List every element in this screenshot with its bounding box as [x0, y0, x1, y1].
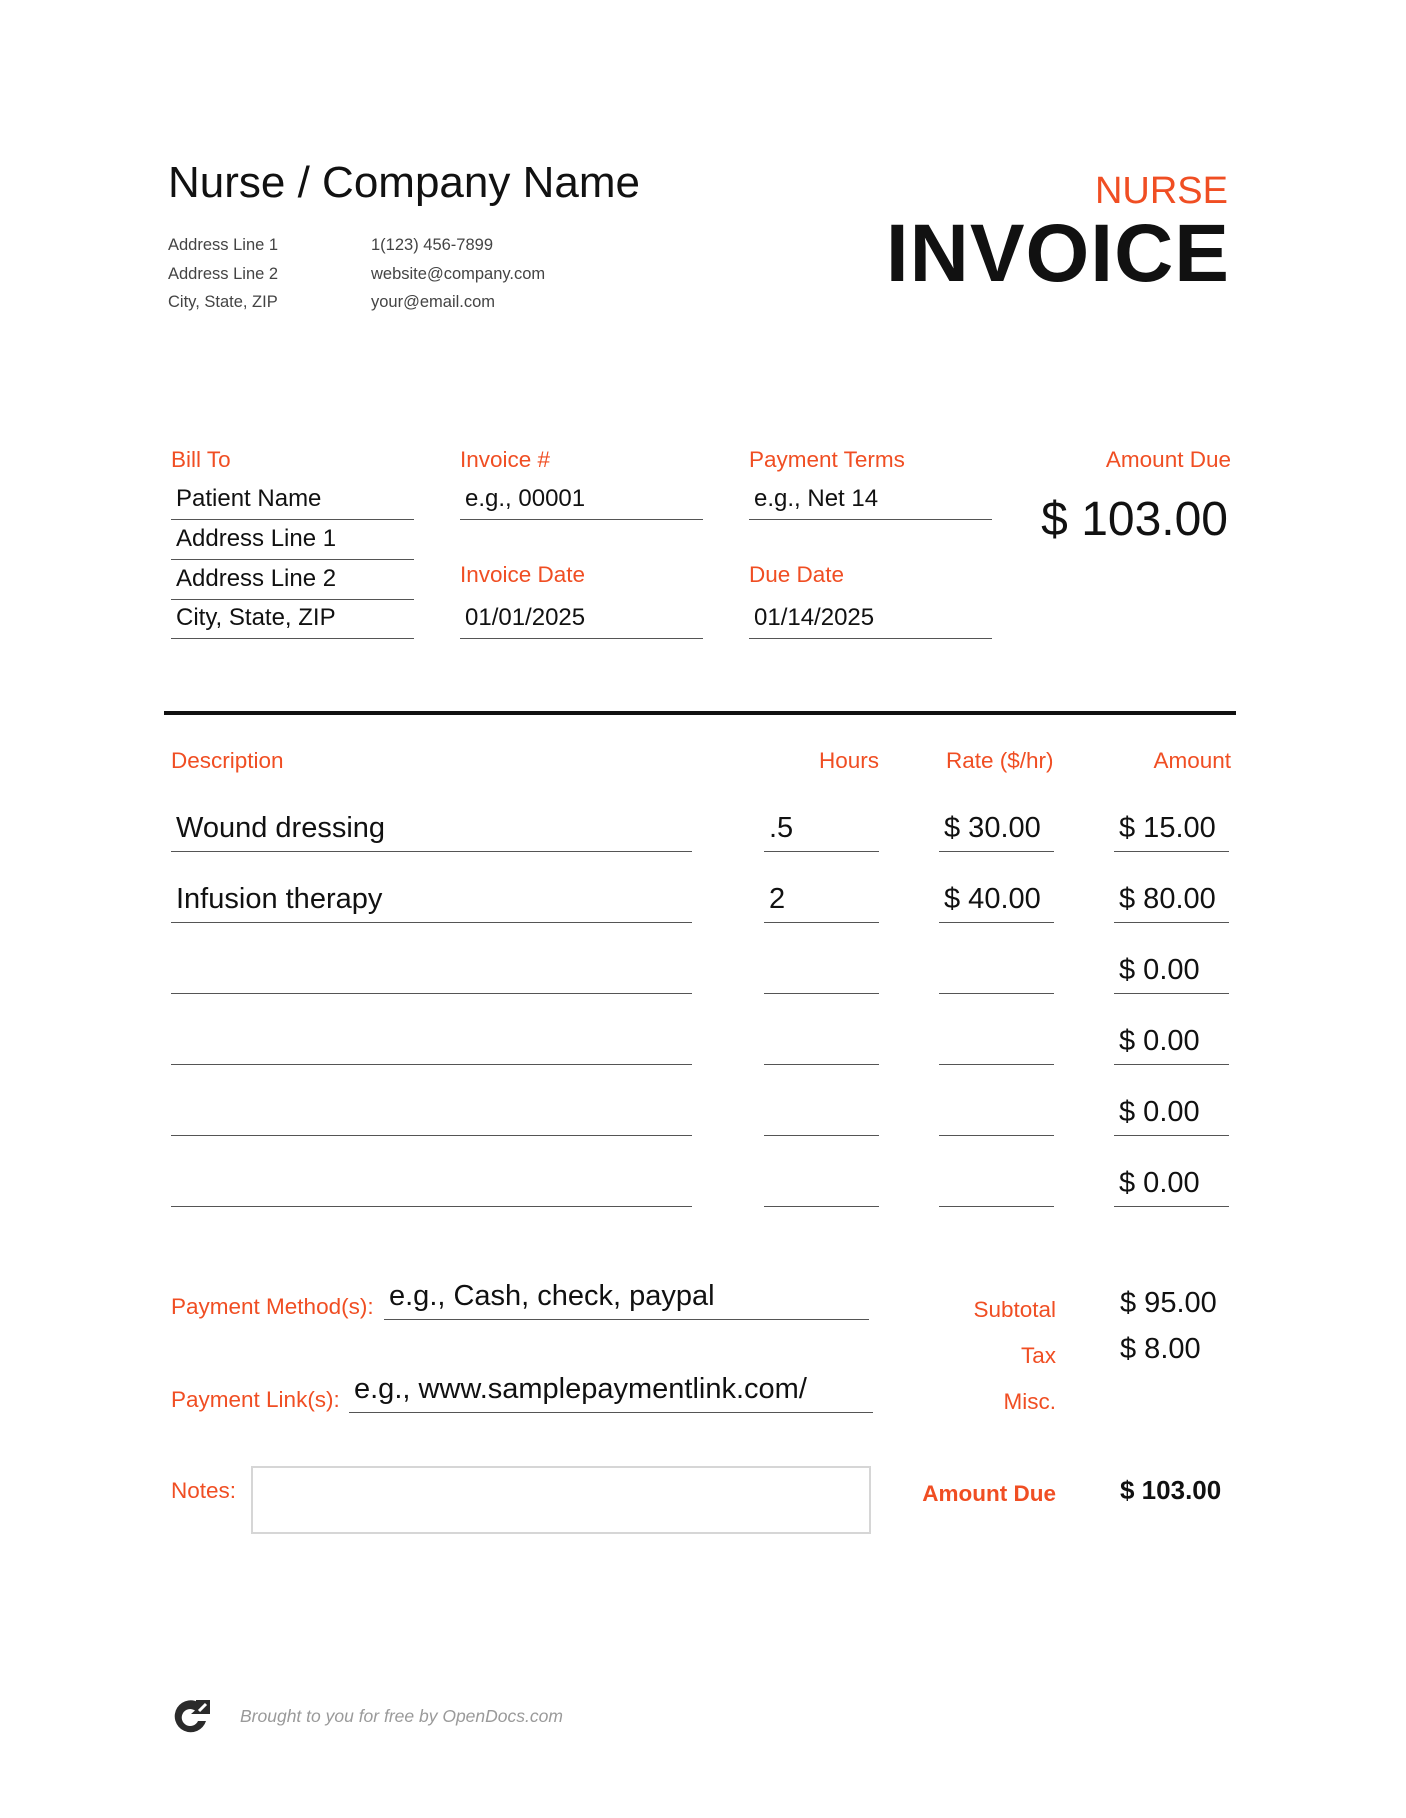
item-description[interactable]: Infusion therapy [171, 879, 692, 923]
invoice-number-label: Invoice # [460, 447, 551, 472]
bill-to-label: Bill To [171, 447, 231, 472]
company-phone: 1(123) 456-7899 [371, 236, 494, 254]
item-description[interactable] [171, 1092, 692, 1136]
item-description[interactable] [171, 1021, 692, 1065]
payment-terms-label: Payment Terms [749, 447, 905, 472]
item-amount: $ 0.00 [1114, 1021, 1229, 1065]
item-description[interactable] [171, 950, 692, 994]
footer-credit: Brought to you for free by OpenDocs.com [240, 1706, 563, 1726]
bill-to-address-line-1[interactable]: Address Line 1 [171, 522, 414, 560]
item-amount: $ 15.00 [1114, 808, 1229, 852]
item-description[interactable]: Wound dressing [171, 808, 692, 852]
due-date-label: Due Date [749, 562, 845, 587]
column-header-amount: Amount [1153, 748, 1231, 773]
amount-due-label: Amount Due [1105, 447, 1231, 472]
item-hours[interactable]: .5 [764, 808, 879, 852]
invoice-title: INVOICE [885, 208, 1230, 299]
item-amount: $ 0.00 [1114, 1163, 1229, 1207]
item-amount: $ 80.00 [1114, 879, 1229, 923]
company-address-line-1: Address Line 1 [168, 236, 279, 254]
invoice-date-label: Invoice Date [460, 562, 586, 587]
item-amount: $ 0.00 [1114, 950, 1229, 994]
invoice-date-field[interactable]: 01/01/2025 [460, 601, 703, 639]
notes-box[interactable] [251, 1466, 871, 1534]
amount-due-value: $ 103.00 [1041, 493, 1228, 546]
total-amount-due-value: $ 103.00 [1120, 1475, 1222, 1505]
column-header-hours: Hours [819, 748, 880, 773]
bill-to-patient-name[interactable]: Patient Name [171, 482, 414, 520]
item-hours[interactable] [764, 1021, 879, 1065]
misc-label: Misc. [1003, 1389, 1056, 1414]
subtotal-label: Subtotal [973, 1297, 1056, 1322]
item-amount: $ 0.00 [1114, 1092, 1229, 1136]
company-address-line-2: Address Line 2 [168, 265, 279, 283]
payment-link-label: Payment Link(s): [171, 1387, 340, 1412]
tax-label: Tax [1020, 1343, 1056, 1368]
item-rate[interactable]: $ 40.00 [939, 879, 1054, 923]
total-amount-due-label: Amount Due [922, 1481, 1056, 1506]
payment-link-field[interactable]: e.g., www.samplepaymentlink.com/ [349, 1371, 873, 1413]
column-header-description: Description [171, 748, 284, 773]
item-rate[interactable] [939, 950, 1054, 994]
item-rate[interactable]: $ 30.00 [939, 808, 1054, 852]
company-website: website@company.com [371, 265, 546, 283]
tax-value: $ 8.00 [1120, 1333, 1201, 1365]
invoice-number-field[interactable]: e.g., 00001 [460, 482, 703, 520]
opendocs-logo-icon [170, 1695, 214, 1739]
subtotal-value: $ 95.00 [1120, 1287, 1217, 1319]
item-hours[interactable] [764, 1092, 879, 1136]
bill-to-city-state-zip[interactable]: City, State, ZIP [171, 601, 414, 639]
item-hours[interactable]: 2 [764, 879, 879, 923]
item-description[interactable] [171, 1163, 692, 1207]
item-hours[interactable] [764, 1163, 879, 1207]
payment-terms-field[interactable]: e.g., Net 14 [749, 482, 992, 520]
invoice-type-label: NURSE [1094, 170, 1228, 212]
column-header-rate: Rate ($/hr) [946, 748, 1054, 773]
company-name: Nurse / Company Name [168, 158, 640, 207]
company-email: your@email.com [371, 293, 496, 311]
item-rate[interactable] [939, 1163, 1054, 1207]
item-hours[interactable] [764, 950, 879, 994]
section-divider [164, 711, 1236, 715]
notes-label: Notes: [171, 1478, 237, 1503]
item-rate[interactable] [939, 1092, 1054, 1136]
payment-method-label: Payment Method(s): [171, 1294, 374, 1319]
bill-to-address-line-2[interactable]: Address Line 2 [171, 562, 414, 600]
company-city-state-zip: City, State, ZIP [168, 293, 278, 311]
item-rate[interactable] [939, 1021, 1054, 1065]
due-date-field[interactable]: 01/14/2025 [749, 601, 992, 639]
payment-method-field[interactable]: e.g., Cash, check, paypal [384, 1278, 869, 1320]
